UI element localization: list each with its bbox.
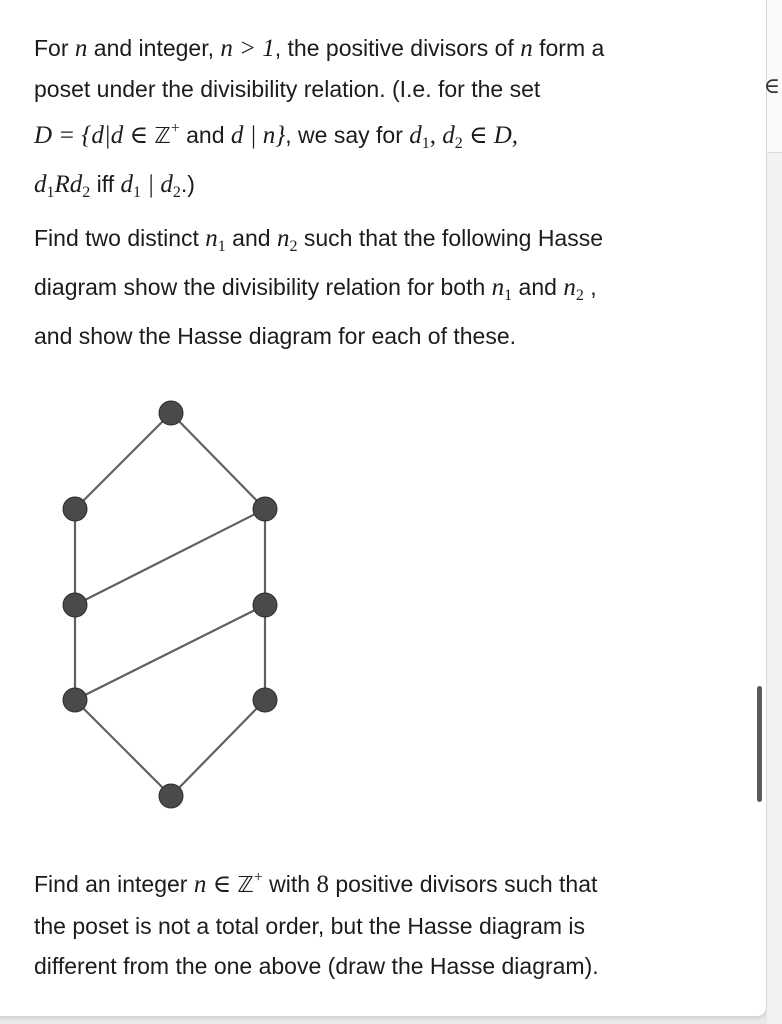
math-sup: + — [170, 120, 180, 137]
scrollbar-thumb[interactable] — [757, 686, 762, 802]
hasse-edge — [171, 413, 265, 509]
math-sub: 2 — [575, 287, 584, 304]
hasse-edge — [171, 700, 265, 796]
text: with — [262, 871, 317, 897]
math-d: d — [34, 171, 47, 198]
text: .) — [180, 171, 195, 197]
math-sub: 2 — [172, 184, 181, 201]
math-eight: 8 — [316, 871, 329, 898]
text: different from the one above (draw the Hasse diagram). — [34, 953, 599, 979]
text: form a — [532, 35, 605, 61]
math-in-d: ∈ D, — [462, 122, 519, 149]
text: and — [512, 274, 564, 300]
math-n: n ∈ — [193, 871, 238, 898]
task-two-statement — [34, 858, 724, 986]
math-sub: 1 — [504, 287, 513, 304]
hasse-node-bottom — [159, 784, 183, 808]
hasse-diagram — [50, 392, 300, 822]
math-condition: n > 1 — [220, 35, 275, 62]
text: , — [583, 274, 597, 300]
math-sub: 1 — [421, 135, 430, 152]
text: Find an integer — [34, 871, 194, 897]
clipped-symbol: ∈ — [763, 74, 780, 99]
math-z: ℤ — [237, 873, 254, 898]
math-d: d — [120, 171, 134, 198]
text: poset under the divisibility relation. (I.e. for the set — [34, 76, 541, 102]
text: and — [225, 225, 277, 251]
hasse-node — [253, 497, 277, 521]
math-z: ℤ — [154, 124, 171, 149]
text: such that the following Hasse — [297, 225, 604, 251]
text: , the positive divisors of — [274, 35, 521, 61]
math-n: n — [74, 35, 88, 62]
text: and integer, — [87, 35, 221, 61]
hasse-node — [253, 593, 277, 617]
math-sub: 1 — [133, 184, 142, 201]
math-sub: 1 — [46, 184, 55, 201]
math-n: n — [205, 225, 218, 252]
text: Find two distinct — [34, 225, 206, 251]
task-one-statement — [34, 218, 724, 356]
hasse-edge — [75, 509, 265, 605]
problem-statement — [34, 28, 724, 213]
math-sub: 1 — [217, 238, 226, 255]
hasse-node-top — [159, 401, 183, 425]
math-d: d — [442, 122, 455, 149]
math-n: n — [276, 225, 290, 252]
math-n: n — [520, 35, 533, 62]
hasse-node — [63, 593, 87, 617]
text: iff — [90, 171, 121, 197]
math-sub: 2 — [454, 135, 463, 152]
text: the poset is not a total order, but the Hasse diagram is — [34, 913, 586, 939]
math-relation: Rd — [54, 171, 83, 198]
math-sub: 2 — [82, 184, 91, 201]
math-divides: | d — [141, 171, 173, 198]
text: and show the Hasse diagram for each of these. — [34, 323, 517, 349]
hasse-edge — [75, 605, 265, 700]
hasse-edge — [75, 700, 171, 796]
hasse-node — [63, 497, 87, 521]
hasse-edge — [75, 413, 171, 509]
text: , we say for — [285, 122, 410, 148]
math-n: n — [491, 274, 505, 301]
math-d: d — [409, 122, 422, 149]
hasse-node — [63, 688, 87, 712]
text: positive divisors such that — [328, 871, 598, 897]
math-sub: 2 — [289, 238, 298, 255]
math-set-definition: D = {d|d ∈ — [34, 122, 155, 149]
text: and — [179, 122, 231, 148]
adjacent-panel — [763, 0, 782, 1024]
text: diagram show the divisibility relation for both — [34, 274, 492, 300]
math-comma: , — [429, 122, 443, 149]
math-set-definition: d | n} — [230, 122, 286, 149]
hasse-node — [253, 688, 277, 712]
text: For — [34, 35, 75, 61]
math-n: n — [563, 274, 576, 301]
math-sup: + — [253, 869, 263, 886]
